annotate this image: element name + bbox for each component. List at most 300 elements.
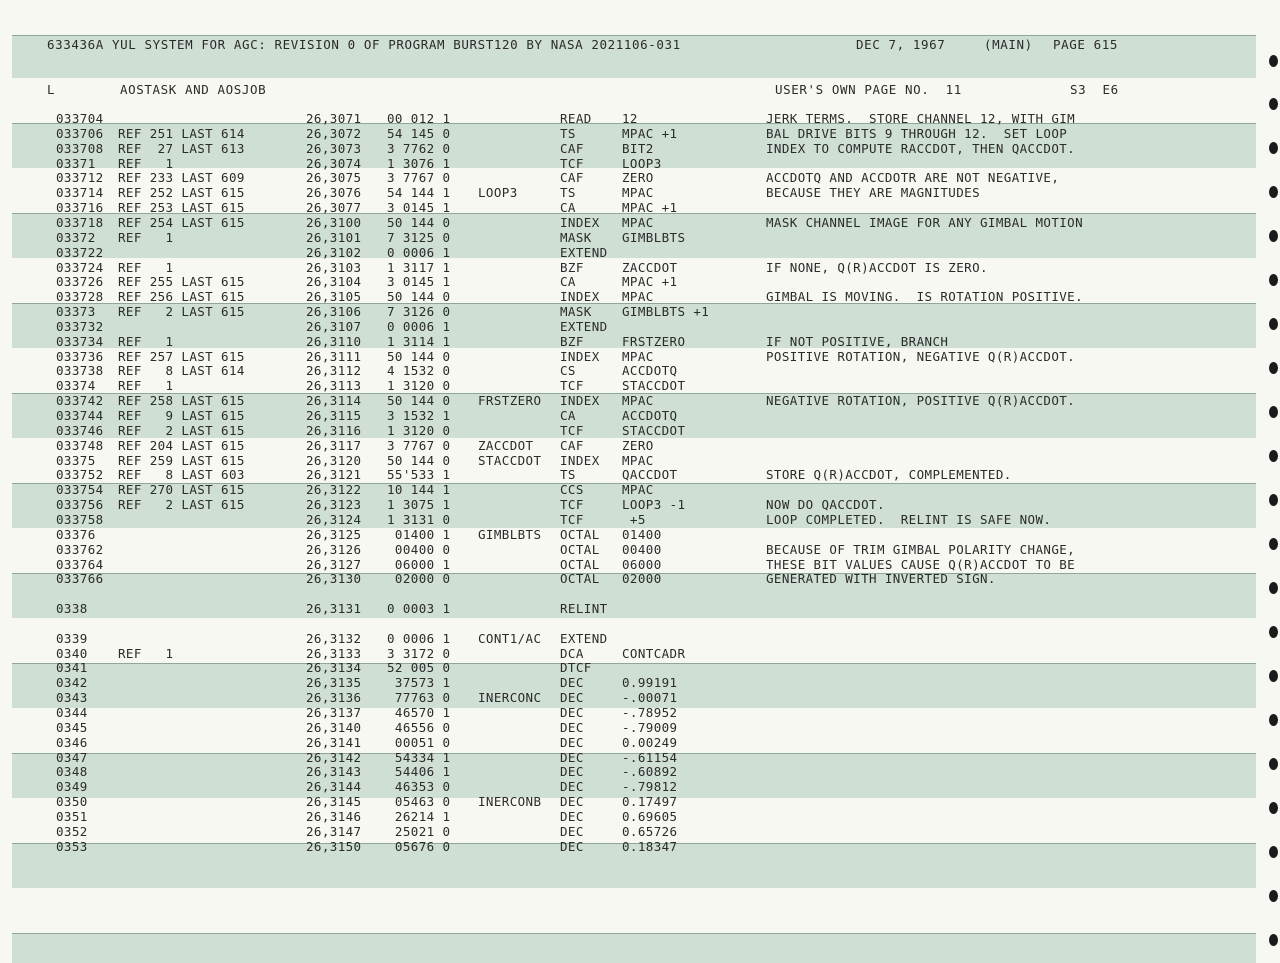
operand-cell: 0.18347 — [622, 838, 678, 854]
operand-cell: LOOP3 — [622, 155, 662, 171]
opcode-cell: TS — [560, 467, 576, 483]
octal-word-cell: 01400 1 — [387, 526, 451, 542]
location-cell: 26,3127 — [306, 556, 362, 572]
octal-word-cell: 0 0006 1 — [387, 630, 451, 646]
address-cell: 033754 — [56, 482, 104, 498]
location-cell: 26,3143 — [306, 764, 362, 780]
octal-word-cell: 3 3172 0 — [387, 645, 451, 661]
comment-cell: BECAUSE OF TRIM GIMBAL POLARITY CHANGE, — [766, 541, 1076, 557]
octal-word-cell: 50 144 0 — [387, 214, 451, 230]
label-cell: INERCONB — [478, 794, 542, 810]
octal-word-cell: 1 3120 0 — [387, 422, 451, 438]
octal-word-cell: 02000 0 — [387, 571, 451, 587]
operand-cell: -.61154 — [622, 749, 678, 765]
address-cell: 0340 — [56, 645, 88, 661]
octal-word-cell: 50 144 0 — [387, 348, 451, 364]
operand-cell: MPAC — [622, 393, 654, 409]
octal-word-cell: 00051 0 — [387, 734, 451, 750]
location-cell: 26,3144 — [306, 779, 362, 795]
opcode-cell: DEC — [560, 779, 584, 795]
octal-word-cell: 3 0145 1 — [387, 274, 451, 290]
location-cell: 26,3073 — [306, 140, 362, 156]
refs-cell: REF 259 LAST 615 — [118, 452, 245, 468]
refs-cell: REF 254 LAST 615 — [118, 214, 245, 230]
refs-cell: REF 255 LAST 615 — [118, 274, 245, 290]
refs-cell: REF 8 LAST 614 — [118, 363, 245, 379]
octal-word-cell: 1 3131 0 — [387, 511, 451, 527]
location-cell: 26,3146 — [306, 808, 362, 824]
operand-cell: STACCDOT — [622, 422, 686, 438]
operand-cell: GIMBLBTS +1 — [622, 304, 710, 319]
address-cell: 033742 — [56, 393, 104, 409]
comment-cell: STORE Q(R)ACCDOT, COMPLEMENTED. — [766, 467, 1012, 483]
opcode-cell: BZF — [560, 259, 584, 275]
operand-cell: STACCDOT — [622, 378, 686, 394]
listing-title: 633436A YUL SYSTEM FOR AGC: REVISION 0 OF PROGRAM BURST120 BY NASA 2021106-031 — [47, 37, 681, 52]
label-cell: FRSTZERO — [478, 393, 542, 409]
sprocket-hole — [1269, 670, 1278, 682]
refs-cell: REF 204 LAST 615 — [118, 437, 245, 453]
sprocket-hole — [1269, 406, 1278, 418]
operand-cell: MPAC +1 — [622, 125, 678, 141]
sprocket-hole — [1269, 802, 1278, 814]
sprocket-hole — [1269, 758, 1278, 770]
address-cell: 033734 — [56, 333, 104, 349]
opcode-cell: DEC — [560, 838, 584, 854]
operand-cell: LOOP3 -1 — [622, 497, 686, 513]
address-cell: 033756 — [56, 497, 104, 513]
octal-word-cell: 3 1532 1 — [387, 408, 451, 423]
location-cell: 26,3140 — [306, 719, 362, 735]
operand-cell: MPAC — [622, 452, 654, 468]
address-cell: 0343 — [56, 690, 88, 706]
location-cell: 26,3074 — [306, 155, 362, 171]
sprocket-hole — [1269, 934, 1278, 946]
octal-word-cell: 10 144 1 — [387, 482, 451, 498]
opcode-cell: CAF — [560, 170, 584, 186]
address-cell: 0339 — [56, 630, 88, 646]
opcode-cell: CAF — [560, 437, 584, 453]
octal-word-cell: 1 3076 1 — [387, 155, 451, 171]
comment-cell: NOW DO QACCDOT. — [766, 497, 885, 513]
octal-word-cell: 0 0003 1 — [387, 601, 451, 616]
address-cell: 033706 — [56, 125, 104, 141]
log-letter: L — [47, 82, 56, 97]
address-cell: 03371 — [56, 155, 96, 171]
operand-cell: 0.17497 — [622, 794, 678, 810]
octal-word-cell: 77763 0 — [387, 690, 451, 706]
address-cell: 0350 — [56, 794, 88, 810]
address-cell: 033714 — [56, 185, 104, 201]
operand-cell: +5 — [622, 511, 646, 527]
location-cell: 26,3124 — [306, 511, 362, 527]
refs-cell: REF 252 LAST 615 — [118, 185, 245, 201]
address-cell: 03375 — [56, 452, 96, 468]
label-cell: GIMBLBTS — [478, 526, 542, 542]
octal-word-cell: 54 144 1 — [387, 185, 451, 201]
refs-cell: REF 2 LAST 615 — [118, 422, 245, 438]
opcode-cell: DEC — [560, 749, 584, 765]
address-cell: 0338 — [56, 601, 88, 616]
opcode-cell: OCTAL — [560, 541, 600, 557]
refs-cell: REF 1 — [118, 378, 174, 394]
location-cell: 26,3142 — [306, 749, 362, 765]
opcode-cell: DEC — [560, 690, 584, 706]
location-cell: 26,3135 — [306, 675, 362, 691]
address-cell: 033746 — [56, 422, 104, 438]
opcode-cell: DEC — [560, 705, 584, 720]
octal-word-cell: 3 7767 0 — [387, 170, 451, 186]
opcode-cell: CA — [560, 200, 576, 216]
operand-cell: MPAC +1 — [622, 274, 678, 290]
operand-cell: 0.00249 — [622, 734, 678, 750]
opcode-cell: TS — [560, 185, 576, 201]
location-cell: 26,3075 — [306, 170, 362, 186]
refs-cell: REF 233 LAST 609 — [118, 170, 245, 186]
address-cell: 033752 — [56, 467, 104, 483]
address-cell: 033758 — [56, 511, 104, 527]
octal-word-cell: 4 1532 0 — [387, 363, 451, 379]
operand-cell: 06000 — [622, 556, 662, 572]
octal-word-cell: 46353 0 — [387, 779, 451, 795]
sprocket-hole — [1269, 538, 1278, 550]
comment-cell: ACCDOTQ AND ACCDOTR ARE NOT NEGATIVE, — [766, 170, 1060, 186]
opcode-cell: EXTEND — [560, 630, 608, 646]
address-cell: 0341 — [56, 660, 88, 676]
location-cell: 26,3106 — [306, 304, 362, 319]
opcode-cell: CA — [560, 408, 576, 423]
comment-cell: IF NOT POSITIVE, BRANCH — [766, 333, 949, 349]
address-cell: 033724 — [56, 259, 104, 275]
opcode-cell: MASK — [560, 229, 592, 245]
location-cell: 26,3123 — [306, 497, 362, 513]
refs-cell: REF 1 — [118, 155, 174, 171]
comment-cell: GENERATED WITH INVERTED SIGN. — [766, 571, 996, 587]
operand-cell: BIT2 — [622, 140, 654, 156]
octal-word-cell: 7 3126 0 — [387, 304, 451, 319]
operand-cell: ZERO — [622, 170, 654, 186]
address-cell: 033762 — [56, 541, 104, 557]
octal-word-cell: 52 005 0 — [387, 660, 451, 676]
page-codes: S3 E6 — [1070, 82, 1119, 97]
listing-section: (MAIN) — [984, 37, 1033, 52]
comment-cell: BECAUSE THEY ARE MAGNITUDES — [766, 185, 980, 201]
location-cell: 26,3112 — [306, 363, 362, 379]
location-cell: 26,3076 — [306, 185, 362, 201]
log-section-title: AOSTASK AND AOSJOB — [120, 82, 267, 97]
sprocket-hole — [1269, 318, 1278, 330]
opcode-cell: TCF — [560, 511, 584, 527]
octal-word-cell: 1 3117 1 — [387, 259, 451, 275]
comment-cell: GIMBAL IS MOVING. IS ROTATION POSITIVE. — [766, 289, 1084, 305]
operand-cell: -.79009 — [622, 719, 678, 735]
opcode-cell: DCA — [560, 645, 584, 661]
refs-cell: REF 253 LAST 615 — [118, 200, 245, 216]
address-cell: 0344 — [56, 705, 88, 720]
location-cell: 26,3114 — [306, 393, 362, 409]
octal-word-cell: 3 0145 1 — [387, 200, 451, 216]
refs-cell: REF 1 — [118, 229, 174, 245]
location-cell: 26,3130 — [306, 571, 362, 587]
refs-cell: REF 1 — [118, 333, 174, 349]
address-cell: 033728 — [56, 289, 104, 305]
location-cell: 26,3132 — [306, 630, 362, 646]
octal-word-cell: 1 3120 0 — [387, 378, 451, 394]
address-cell: 033704 — [56, 111, 104, 126]
sprocket-hole — [1269, 362, 1278, 374]
rule-line — [12, 663, 1256, 664]
opcode-cell: RELINT — [560, 601, 608, 616]
refs-cell: REF 251 LAST 614 — [118, 125, 245, 141]
sprocket-hole — [1269, 450, 1278, 462]
octal-word-cell: 50 144 0 — [387, 393, 451, 409]
label-cell: LOOP3 — [478, 185, 518, 201]
address-cell: 0352 — [56, 823, 88, 839]
location-cell: 26,3102 — [306, 244, 362, 260]
operand-cell: MPAC — [622, 185, 654, 201]
comment-cell: POSITIVE ROTATION, NEGATIVE Q(R)ACCDOT. — [766, 348, 1076, 364]
operand-cell: 0.69605 — [622, 808, 678, 824]
sprocket-hole — [1269, 230, 1278, 242]
opcode-cell: DEC — [560, 808, 584, 824]
opcode-cell: MASK — [560, 304, 592, 319]
location-cell: 26,3147 — [306, 823, 362, 839]
address-cell: 03373 — [56, 304, 96, 319]
address-cell: 033732 — [56, 318, 104, 334]
octal-word-cell: 54334 1 — [387, 749, 451, 765]
refs-cell: REF 8 LAST 603 — [118, 467, 245, 483]
opcode-cell: EXTEND — [560, 244, 608, 260]
operand-cell: QACCDOT — [622, 467, 678, 483]
opcode-cell: TS — [560, 125, 576, 141]
opcode-cell: TCF — [560, 497, 584, 513]
location-cell: 26,3150 — [306, 838, 362, 854]
location-cell: 26,3145 — [306, 794, 362, 810]
operand-cell: MPAC — [622, 214, 654, 230]
operand-cell: MPAC — [622, 482, 654, 498]
address-cell: 0347 — [56, 749, 88, 765]
location-cell: 26,3134 — [306, 660, 362, 676]
sprocket-hole — [1269, 274, 1278, 286]
page-number: PAGE 615 — [1053, 37, 1119, 52]
label-cell: ZACCDOT — [478, 437, 534, 453]
location-cell: 26,3100 — [306, 214, 362, 230]
operand-cell: 12 — [622, 111, 638, 126]
opcode-cell: DTCF — [560, 660, 592, 676]
label-cell: STACCDOT — [478, 452, 542, 468]
location-cell: 26,3126 — [306, 541, 362, 557]
address-cell: 033736 — [56, 348, 104, 364]
opcode-cell: EXTEND — [560, 318, 608, 334]
address-cell: 033744 — [56, 408, 104, 423]
sprocket-hole — [1269, 714, 1278, 726]
octal-word-cell: 00 012 1 — [387, 111, 451, 126]
location-cell: 26,3120 — [306, 452, 362, 468]
location-cell: 26,3133 — [306, 645, 362, 661]
operand-cell: CONTCADR — [622, 645, 686, 661]
opcode-cell: INDEX — [560, 214, 600, 230]
operand-cell: -.60892 — [622, 764, 678, 780]
location-cell: 26,3101 — [306, 229, 362, 245]
opcode-cell: DEC — [560, 734, 584, 750]
operand-cell: 0.65726 — [622, 823, 678, 839]
address-cell: 0345 — [56, 719, 88, 735]
octal-word-cell: 25021 0 — [387, 823, 451, 839]
address-cell: 033722 — [56, 244, 104, 260]
sprocket-hole — [1269, 98, 1278, 110]
address-cell: 033738 — [56, 363, 104, 379]
opcode-cell: OCTAL — [560, 571, 600, 587]
operand-cell: MPAC — [622, 348, 654, 364]
operand-cell: 00400 — [622, 541, 662, 557]
address-cell: 0348 — [56, 764, 88, 780]
operand-cell: MPAC — [622, 289, 654, 305]
address-cell: 0342 — [56, 675, 88, 691]
opcode-cell: CCS — [560, 482, 584, 498]
octal-word-cell: 50 144 0 — [387, 452, 451, 468]
opcode-cell: OCTAL — [560, 526, 600, 542]
opcode-cell: OCTAL — [560, 556, 600, 572]
location-cell: 26,3136 — [306, 690, 362, 706]
address-cell: 033766 — [56, 571, 104, 587]
address-cell: 0346 — [56, 734, 88, 750]
operand-cell: MPAC +1 — [622, 200, 678, 216]
operand-cell: FRSTZERO — [622, 333, 686, 349]
opcode-cell: DEC — [560, 719, 584, 735]
location-cell: 26,3105 — [306, 289, 362, 305]
location-cell: 26,3071 — [306, 111, 362, 126]
label-cell: CONT1/AC — [478, 630, 542, 646]
listing-date: DEC 7, 1967 — [856, 37, 946, 52]
opcode-cell: DEC — [560, 823, 584, 839]
comment-cell: NEGATIVE ROTATION, POSITIVE Q(R)ACCDOT. — [766, 393, 1076, 409]
comment-cell: INDEX TO COMPUTE RACCDOT, THEN QACCDOT. — [766, 140, 1076, 156]
octal-word-cell: 1 3114 1 — [387, 333, 451, 349]
address-cell: 033708 — [56, 140, 104, 156]
location-cell: 26,3117 — [306, 437, 362, 453]
address-cell: 0353 — [56, 838, 88, 854]
sprocket-hole — [1269, 186, 1278, 198]
address-cell: 03374 — [56, 378, 96, 394]
opcode-cell: INDEX — [560, 393, 600, 409]
user-page-number: USER'S OWN PAGE NO. 11 — [775, 82, 962, 97]
location-cell: 26,3137 — [306, 705, 362, 720]
refs-cell: REF 270 LAST 615 — [118, 482, 245, 498]
opcode-cell: BZF — [560, 333, 584, 349]
location-cell: 26,3131 — [306, 601, 362, 616]
opcode-cell: DEC — [560, 764, 584, 780]
opcode-cell: INDEX — [560, 289, 600, 305]
refs-cell: REF 27 LAST 613 — [118, 140, 245, 156]
location-cell: 26,3141 — [306, 734, 362, 750]
location-cell: 26,3115 — [306, 408, 362, 423]
refs-cell: REF 1 — [118, 259, 174, 275]
refs-cell: REF 258 LAST 615 — [118, 393, 245, 409]
address-cell: 033712 — [56, 170, 104, 186]
location-cell: 26,3111 — [306, 348, 362, 364]
octal-word-cell: 0 0006 1 — [387, 244, 451, 260]
sprocket-hole — [1269, 55, 1278, 67]
operand-cell: -.78952 — [622, 705, 678, 720]
opcode-cell: TCF — [560, 378, 584, 394]
opcode-cell: DEC — [560, 794, 584, 810]
octal-word-cell: 37573 1 — [387, 675, 451, 691]
octal-word-cell: 00400 0 — [387, 541, 451, 557]
address-cell: 033764 — [56, 556, 104, 572]
octal-word-cell: 46556 0 — [387, 719, 451, 735]
refs-cell: REF 256 LAST 615 — [118, 289, 245, 305]
location-cell: 26,3113 — [306, 378, 362, 394]
operand-cell: ACCDOTQ — [622, 408, 678, 423]
address-cell: 0349 — [56, 779, 88, 795]
address-cell: 03372 — [56, 229, 96, 245]
octal-word-cell: 3 7767 0 — [387, 437, 451, 453]
comment-cell: JERK TERMS. STORE CHANNEL 12, WITH GIM — [766, 111, 1076, 126]
address-cell: 0351 — [56, 808, 88, 824]
comment-cell: MASK CHANNEL IMAGE FOR ANY GIMBAL MOTION — [766, 214, 1084, 230]
sprocket-holes — [1256, 0, 1280, 963]
comment-cell: LOOP COMPLETED. RELINT IS SAFE NOW. — [766, 511, 1052, 527]
location-cell: 26,3103 — [306, 259, 362, 275]
octal-word-cell: 46570 1 — [387, 705, 451, 720]
opcode-cell: TCF — [560, 422, 584, 438]
operand-cell: 02000 — [622, 571, 662, 587]
operand-cell: GIMBLBTS — [622, 229, 686, 245]
refs-cell: REF 9 LAST 615 — [118, 408, 245, 423]
address-cell: 03376 — [56, 526, 96, 542]
address-cell: 033748 — [56, 437, 104, 453]
octal-word-cell: 54 145 0 — [387, 125, 451, 141]
octal-word-cell: 05463 0 — [387, 794, 451, 810]
octal-word-cell: 50 144 0 — [387, 289, 451, 305]
comment-cell: BAL DRIVE BITS 9 THROUGH 12. SET LOOP — [766, 125, 1068, 141]
refs-cell: REF 2 LAST 615 — [118, 304, 245, 319]
opcode-cell: READ — [560, 111, 592, 126]
opcode-cell: CAF — [560, 140, 584, 156]
opcode-cell: INDEX — [560, 452, 600, 468]
octal-word-cell: 0 0006 1 — [387, 318, 451, 334]
refs-cell: REF 1 — [118, 645, 174, 661]
opcode-cell: DEC — [560, 675, 584, 691]
opcode-cell: INDEX — [560, 348, 600, 364]
sprocket-hole — [1269, 582, 1278, 594]
octal-word-cell: 06000 1 — [387, 556, 451, 572]
location-cell: 26,3104 — [306, 274, 362, 290]
label-cell: INERCONC — [478, 690, 542, 706]
octal-word-cell: 26214 1 — [387, 808, 451, 824]
location-cell: 26,3077 — [306, 200, 362, 216]
address-cell: 033726 — [56, 274, 104, 290]
operand-cell: 0.99191 — [622, 675, 678, 691]
octal-word-cell: 7 3125 0 — [387, 229, 451, 245]
sprocket-hole — [1269, 626, 1278, 638]
paper-band — [12, 933, 1256, 963]
sprocket-hole — [1269, 494, 1278, 506]
operand-cell: 01400 — [622, 526, 662, 542]
location-cell: 26,3072 — [306, 125, 362, 141]
sprocket-hole — [1269, 846, 1278, 858]
location-cell: 26,3125 — [306, 526, 362, 542]
rule-line — [12, 933, 1256, 934]
address-cell: 033718 — [56, 214, 104, 230]
sprocket-hole — [1269, 890, 1278, 902]
sprocket-hole — [1269, 142, 1278, 154]
operand-cell: -.00071 — [622, 690, 678, 706]
operand-cell: ZACCDOT — [622, 259, 678, 275]
refs-cell: REF 257 LAST 615 — [118, 348, 245, 364]
octal-word-cell: 3 7762 0 — [387, 140, 451, 156]
octal-word-cell: 54406 1 — [387, 764, 451, 780]
